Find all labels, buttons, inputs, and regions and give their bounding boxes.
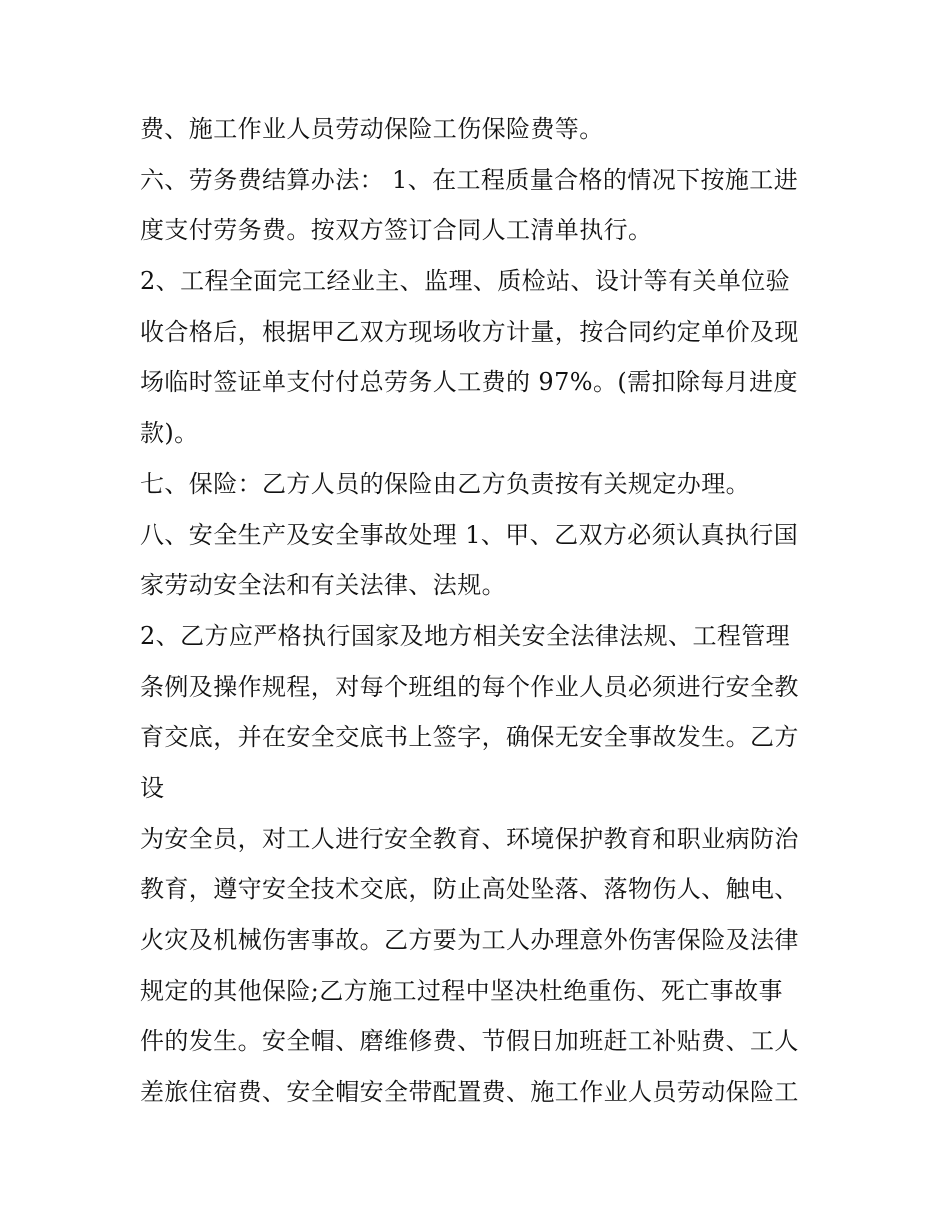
text-line: 为安全员，对工人进行安全教育、环境保护教育和职业病防治 (140, 824, 799, 853)
text-line: 差旅住宿费、安全帽安全带配置费、施工作业人员劳动保险工 (140, 1078, 799, 1107)
text-line: 教育，遵守安全技术交底，防止高处坠落、落物伤人、触电、 (140, 875, 799, 904)
text-line: 规定的其他保险;乙方施工过程中坚决杜绝重伤、死亡事故事 (140, 976, 783, 1005)
text-line: 六、劳务费结算办法： 1、在工程质量合格的情况下按施工进 (140, 165, 799, 194)
text-line: 设 (140, 773, 165, 802)
text-line: 条例及操作规程，对每个班组的每个作业人员必须进行安全教 (140, 672, 799, 701)
text-line: 火灾及机械伤害事故。乙方要为工人办理意外伤害保险及法律 (140, 926, 799, 954)
text-line: 七、保险：乙方人员的保险由乙方负责按有关规定办理。 (140, 469, 750, 498)
text-line: 费、施工作业人员劳动保险工伤保险费等。 (140, 115, 604, 143)
text-line: 育交底，并在安全交底书上签字，确保无安全事故发生。乙方 (140, 723, 799, 752)
text-line: 2、乙方应严格执行国家及地方相关安全法律法规、工程管理 (140, 621, 791, 650)
text-line: 场临时签证单支付付总劳务人工费的 97%。(需扣除每月进度 (140, 368, 798, 397)
text-line: 度支付劳务费。按双方签订合同人工清单执行。 (140, 216, 653, 245)
text-line: 2、工程全面完工经业主、监理、质检站、设计等有关单位验 (140, 267, 791, 296)
text-line: 家劳动安全法和有关法律、法规。 (140, 571, 506, 600)
document-body (140, 104, 820, 1118)
text-line: 款)。 (140, 419, 199, 448)
text-line: 件的发生。安全帽、磨维修费、节假日加班赶工补贴费、工人 (140, 1027, 799, 1056)
text-line: 收合格后，根据甲乙双方现场收方计量，按合同约定单价及现 (140, 317, 799, 346)
text-line: 八、安全生产及安全事故处理 1、甲、乙双方必须认真执行国 (140, 520, 799, 549)
